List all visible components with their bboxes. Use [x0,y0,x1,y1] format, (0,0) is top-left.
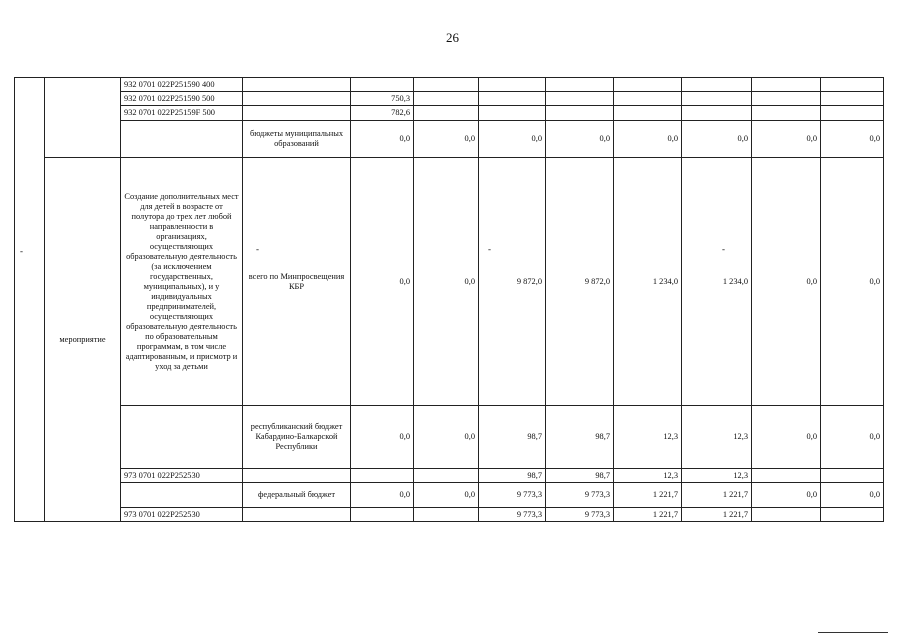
value-cell [821,106,884,121]
value-cell: 98,7 [479,406,546,469]
value-cell [414,106,479,121]
value-cell: 98,7 [546,469,614,483]
table-row [15,158,884,406]
value-cell: 0,0 [821,483,884,508]
value-cell [752,92,821,106]
value-cell [479,106,546,121]
value-cell [752,78,821,92]
value-cell [682,92,752,106]
value-cell: 0,0 [752,121,821,158]
value-cell: 1 221,7 [682,508,752,522]
value-cell: 1 234,0 [614,158,682,406]
value-cell [546,92,614,106]
budget-code-cell: 973 0701 022P252530 [121,508,243,522]
value-cell [414,469,479,483]
source-cell [243,469,351,483]
table-row [15,121,884,158]
value-cell: 9 872,0 [479,158,546,406]
footer-rule [818,632,888,633]
budget-table [14,77,884,522]
value-cell: 0,0 [821,121,884,158]
source-cell [243,78,351,92]
value-cell [479,92,546,106]
value-cell [682,78,752,92]
budget-code-cell: 932 0701 022P25159F 500 [121,106,243,121]
value-cell [351,78,414,92]
value-cell: 12,3 [682,469,752,483]
value-cell: 0,0 [414,158,479,406]
value-cell [414,78,479,92]
value-cell [821,469,884,483]
value-cell: 0,0 [351,121,414,158]
value-cell [414,92,479,106]
value-cell [351,508,414,522]
value-cell [614,78,682,92]
value-cell: 9 773,3 [546,508,614,522]
value-cell: 9 773,3 [546,483,614,508]
table-row [15,483,884,508]
value-cell: 0,0 [479,121,546,158]
value-cell: 98,7 [479,469,546,483]
event-type-label: мероприятие [45,158,121,522]
value-cell: 98,7 [546,406,614,469]
value-cell: 0,0 [752,406,821,469]
value-cell: 750,3 [351,92,414,106]
source-cell [243,106,351,121]
side-dash-mark: - [20,246,23,256]
value-cell: 1 221,7 [614,508,682,522]
side-column [15,78,45,522]
budget-code-cell: 932 0701 022P251590 400 [121,78,243,92]
source-cell: всего по Минпросвещения КБР [243,158,351,406]
value-cell: 0,0 [821,406,884,469]
budget-code-cell [121,406,243,469]
value-cell [682,106,752,121]
value-cell: 0,0 [546,121,614,158]
table-row [15,92,884,106]
value-cell: 0,0 [752,483,821,508]
source-cell [243,92,351,106]
page-number: 26 [446,30,459,45]
value-cell: 12,3 [614,406,682,469]
value-cell: 0,0 [682,121,752,158]
dash-mark: - [256,244,259,254]
value-cell: 0,0 [752,158,821,406]
dash-mark: - [722,244,725,254]
value-cell [546,78,614,92]
value-cell: 0,0 [351,406,414,469]
value-cell [821,92,884,106]
value-cell: 782,6 [351,106,414,121]
value-cell: 0,0 [351,483,414,508]
value-cell [351,469,414,483]
value-cell: 12,3 [614,469,682,483]
value-cell: 0,0 [414,406,479,469]
value-cell: 0,0 [614,121,682,158]
value-cell: 1 234,0 [682,158,752,406]
value-cell [479,78,546,92]
value-cell [752,508,821,522]
budget-code-cell: 932 0701 022P251590 500 [121,92,243,106]
dash-mark: - [488,244,491,254]
value-cell: 0,0 [821,158,884,406]
value-cell: 1 221,7 [682,483,752,508]
table-row [15,406,884,469]
table-row [15,106,884,121]
value-cell: 0,0 [351,158,414,406]
source-cell: бюджеты муниципальных образований [243,121,351,158]
event-description: Создание дополнительных мест для детей в возрасте от полутора до трех лет любой направленности в организациях, осуществляющих образовательную деятельность (за исключением государственных, муниципальных), и у индивидуальных предпринимателей, осуществляющих образовательную деятельность по образовательным программам, в том числе адаптированным, и присмотр и уход за детьми [121,158,243,406]
value-cell [414,508,479,522]
value-cell [614,92,682,106]
table-row [15,508,884,522]
budget-code-cell: 973 0701 022P252530 [121,469,243,483]
value-cell [614,106,682,121]
source-cell: федеральный бюджет [243,483,351,508]
type-cell-top [45,78,121,158]
value-cell [752,469,821,483]
table-row [15,78,884,92]
value-cell: 1 221,7 [614,483,682,508]
source-cell [243,508,351,522]
table-row [15,469,884,483]
budget-code-cell [121,121,243,158]
source-cell: республиканский бюджет Кабардино-Балкарской Республики [243,406,351,469]
value-cell: 9 872,0 [546,158,614,406]
value-cell: 0,0 [414,121,479,158]
value-cell [752,106,821,121]
budget-code-cell [121,483,243,508]
value-cell [546,106,614,121]
value-cell [821,78,884,92]
value-cell: 0,0 [414,483,479,508]
value-cell [821,508,884,522]
value-cell: 9 773,3 [479,508,546,522]
value-cell: 9 773,3 [479,483,546,508]
value-cell: 12,3 [682,406,752,469]
